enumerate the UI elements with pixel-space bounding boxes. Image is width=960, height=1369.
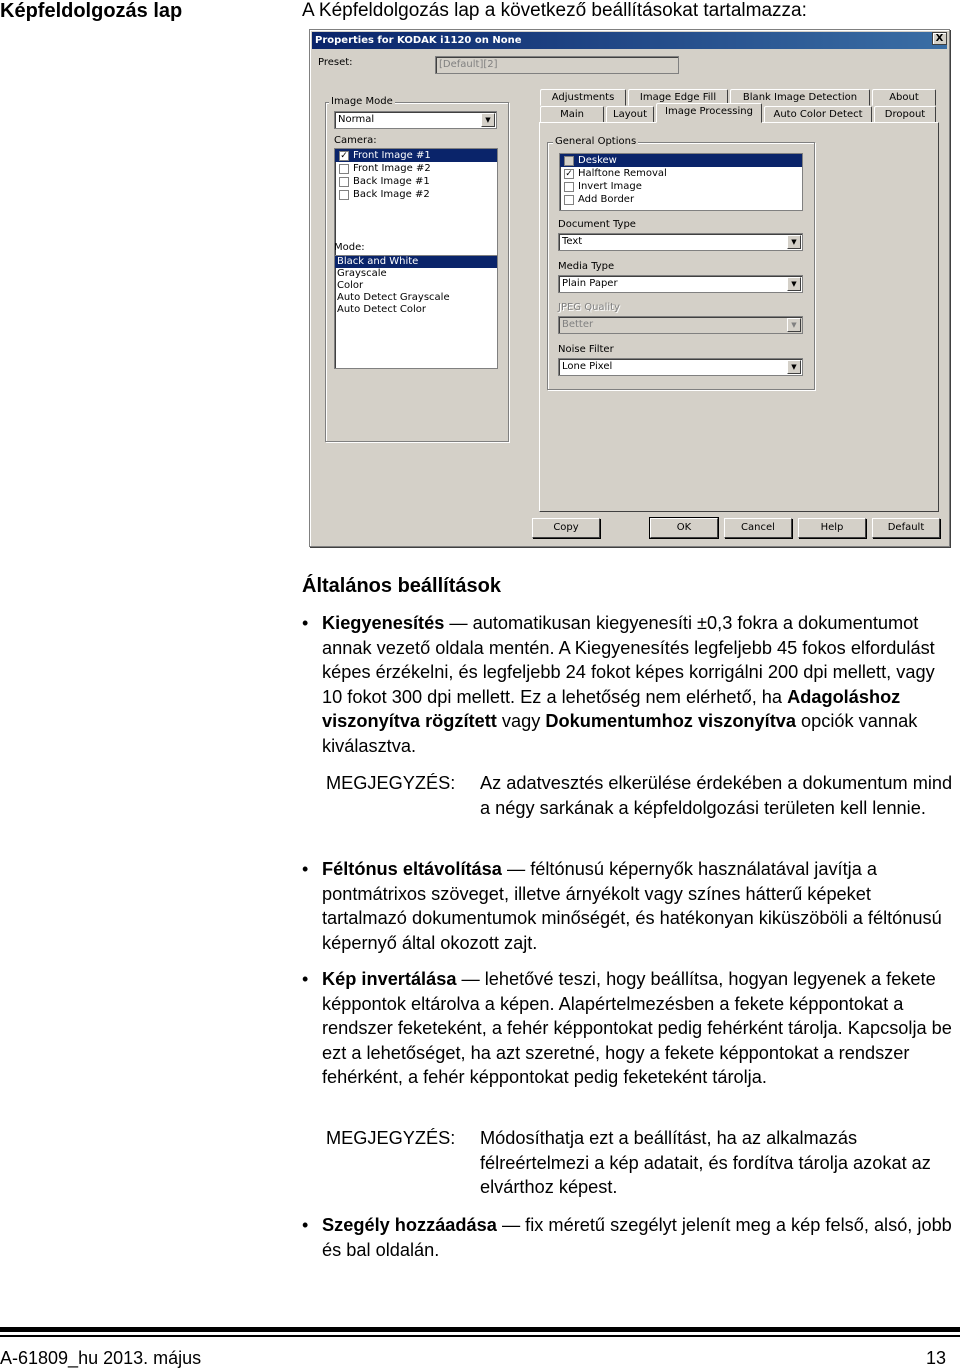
noise-filter-value: Lone Pixel [562,361,613,372]
bullet-icon: • [302,969,309,989]
noise-filter-label: Noise Filter [558,344,614,355]
image-mode-select[interactable] [334,111,497,129]
deskew-term: Kiegyenesítés [322,613,445,633]
properties-dialog [309,29,950,547]
general-options-list[interactable] [559,153,803,211]
general-settings-heading: Általános beállítások [302,575,501,597]
chevron-down-icon: ▼ [787,360,801,374]
mode-item-bw[interactable]: Black and White [335,256,497,268]
preset-field: [Default][2] [435,56,679,74]
document-type-value: Text [562,236,583,247]
checkbox-icon[interactable] [564,156,574,166]
border-paragraph: Szegély hozzáadása — fix méretű szegélyt jelenít meg a kép felső, alsó, jobb és bal oldalán. [322,1215,952,1260]
footer-rule-thin [0,1335,960,1337]
border-term: Szegély hozzáadása [322,1215,497,1235]
help-button[interactable]: Help [798,518,866,538]
image-mode-label: Image Mode [331,96,393,107]
mode-list[interactable] [334,255,498,369]
chevron-down-icon: ▼ [787,277,801,291]
tab-image-edge-fill[interactable]: Image Edge Fill [628,89,728,106]
halftone-term: Féltónus eltávolítása [322,859,502,879]
tab-image-processing[interactable]: Image Processing [656,103,762,123]
mode-item-color[interactable]: Color [337,280,364,291]
invert-term: Kép invertálása [322,969,457,989]
document-type-label: Document Type [558,219,636,230]
tab-adjustments[interactable]: Adjustments [540,89,626,106]
bullet-icon: • [302,613,309,633]
section-title: Képfeldolgozás lap [0,0,183,22]
jpeg-quality-label: JPEG Quality [558,302,620,313]
checkbox-checked-icon[interactable]: ✓ [565,168,573,179]
default-button[interactable]: Default [872,518,940,538]
jpeg-quality-select [558,316,803,334]
chevron-down-icon: ▼ [787,318,801,332]
intro-text: A Képfeldolgozás lap a következő beállításokat tartalmazza: [302,0,807,21]
tab-dropout[interactable]: Dropout [874,106,936,123]
preset-label: Preset: [318,57,353,68]
camera-label: Camera: [334,135,377,146]
mode-item-auto-color[interactable]: Auto Detect Color [337,304,427,315]
tab-about[interactable]: About [872,89,936,106]
page-number: 13 [925,1348,946,1368]
note-text: Az adatvesztés elkerülése érdekében a dokumentum mind a négy sarkának a képfeldolgozási területen kell lennie. [480,773,953,818]
chevron-down-icon: ▼ [481,113,495,127]
note-label: MEGJEGYZÉS: [326,773,456,793]
chevron-down-icon: ▼ [787,235,801,249]
checkbox-icon[interactable] [564,182,574,192]
mode-label: Mode: [334,242,365,253]
deskew-paragraph: Kiegyenesítés — automatikusan kiegyenesíti ±0,3 fokra a dokumentumot annak vezető oldala mentén. A Kiegyenesítés legfeljebb 45 fokos elfordulást képes érzékelni, és legfeljebb 24 fokot képes korrigálni 200 dpi mellett, vagy 10 fokot 300 dpi mellett. Ez a lehetőség nem elérhető, ha Adagoláshoz viszonyítva rögzített vagy Dokumentumhoz viszonyítva opciók vannak kiválasztva. [322,613,935,756]
camera-item-front-2[interactable]: Front Image #2 [335,162,497,175]
bullet-icon: • [302,859,309,879]
option-invert-image[interactable]: Invert Image [560,180,802,193]
checkbox-icon[interactable] [339,177,349,187]
tab-main[interactable]: Main [540,106,604,123]
ok-button[interactable]: OK [650,518,718,538]
tab-layout[interactable]: Layout [606,106,654,123]
halftone-paragraph: Féltónus eltávolítása — féltónusú képernyők használatával javítja a pontmátrixos szöveget, illetve árnyékolt vagy színes hátterű képeket tartalmazó dokumentumok minőségét, és hatékonyan kiküszöböli a féltónusú képernyő által okozott zajt. [322,859,942,953]
camera-item-front-1[interactable]: ✓ Front Image #1 [335,149,497,162]
tab-blank-image-detection[interactable]: Blank Image Detection [730,89,870,106]
checkbox-icon[interactable] [339,190,349,200]
mode-item-grayscale[interactable]: Grayscale [337,268,387,279]
invert-paragraph: Kép invertálása — lehetővé teszi, hogy beállítsa, hogyan legyenek a fekete képpontok eltárolva a képen. Alapértelmezésben a fekete képpontokat a rendszer feketeként, a fehér képpontokat pedig fehérként tárolja. Kapcsolja be ezt a lehetőséget, ha azt szeretné, hogy a fekete képpontokat a rendszer fehérként, a fehér képpontokat pedig feketeként tárolja. [322,969,952,1088]
media-type-value: Plain Paper [562,278,618,289]
cancel-button[interactable]: Cancel [724,518,792,538]
option-deskew[interactable]: Deskew [560,154,802,167]
document-type-select[interactable] [558,233,803,251]
footer-rule [0,1327,960,1332]
media-type-label: Media Type [558,261,615,272]
noise-filter-select[interactable] [558,358,803,376]
dialog-title: Properties for KODAK i1120 on None [312,32,947,49]
checkbox-checked-icon[interactable]: ✓ [340,150,348,161]
note-label: MEGJEGYZÉS: [326,1128,456,1148]
media-type-select[interactable] [558,275,803,293]
note-text: Módosíthatja ezt a beállítást, ha az alkalmazás félreértelmezi a kép adatait, és fordítva tárolja azokat az elvárthoz képest. [480,1128,931,1198]
camera-item-back-1[interactable]: Back Image #1 [335,175,497,188]
image-mode-value: Normal [338,114,375,125]
close-icon[interactable]: X [932,32,947,45]
tab-auto-color-detect[interactable]: Auto Color Detect [764,106,872,123]
footer-doc-id: A-61809_hu 2013. május [0,1348,202,1368]
option-add-border[interactable]: Add Border [560,193,802,206]
camera-item-back-2[interactable]: Back Image #2 [335,188,497,201]
general-options-label: General Options [555,136,637,147]
checkbox-icon[interactable] [339,164,349,174]
mode-item-auto-gray[interactable]: Auto Detect Grayscale [337,292,450,303]
bullet-icon: • [302,1215,309,1235]
jpeg-quality-value: Better [562,319,594,330]
option-halftone-removal[interactable]: ✓ Halftone Removal [565,168,667,179]
copy-button[interactable]: Copy [532,518,600,538]
checkbox-icon[interactable] [564,195,574,205]
